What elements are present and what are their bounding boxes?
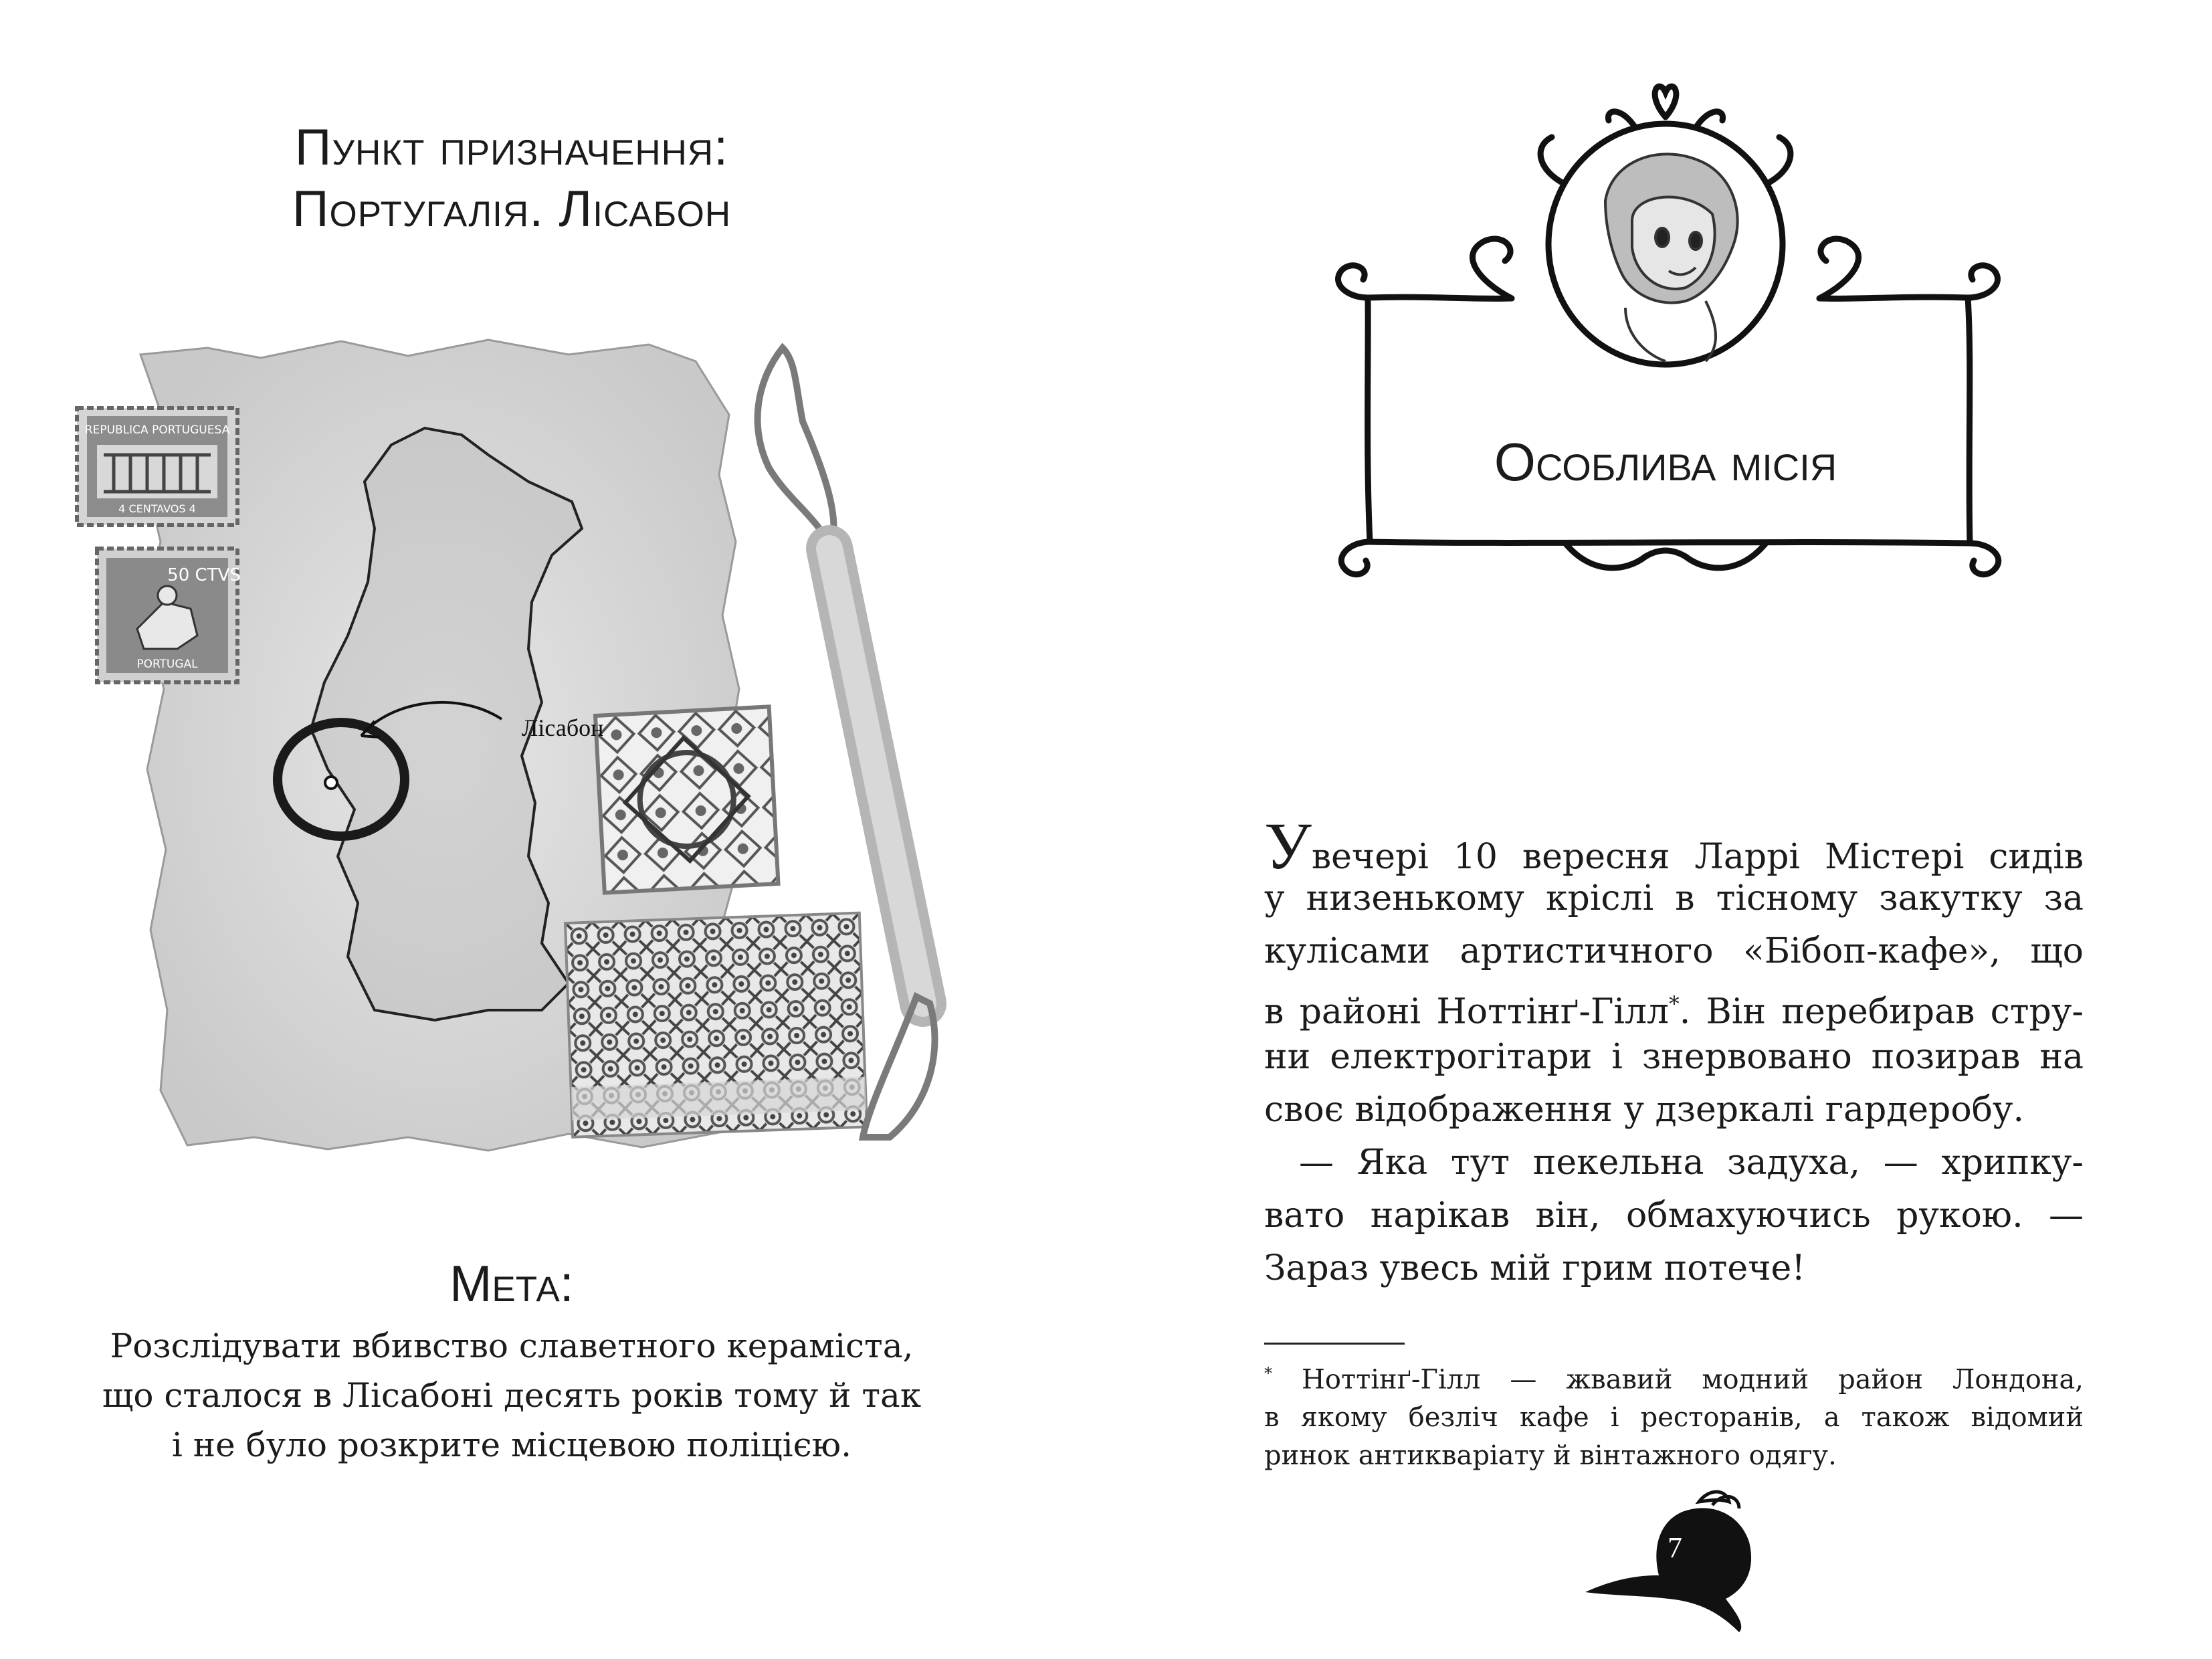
stamp-republica-portuguesa — [77, 408, 237, 525]
goal-text — [0, 1321, 1023, 1470]
stamp-bottom-value: 50 CTVS — [167, 565, 241, 585]
chapter-frame — [1311, 80, 2020, 642]
body-text — [1264, 809, 2084, 1295]
text-line: Зараз увесь мій грим потече! — [1264, 1248, 1806, 1288]
goal-line: і не було розкрите місцевою поліцією. — [171, 1426, 852, 1464]
stamp-top-value: 4 CENTAVOS 4 — [118, 502, 196, 515]
page-number: 7 — [1668, 1531, 1682, 1564]
goal-heading: Мета: — [449, 1256, 574, 1312]
destination-line-2: Португалія. Лісабон — [292, 181, 732, 237]
footnote-reference: * — [1669, 992, 1680, 1016]
footnote-line: в якому безліч кафе і ресторанів, а також відомий — [1264, 1402, 2084, 1434]
stamp-top-text: REPUBLICA PORTUGUESA — [84, 423, 230, 437]
footnote — [1264, 1355, 2084, 1475]
stamp-portugal-knight — [97, 549, 241, 682]
footnote-line: ринок антикваріату й вінтажного одягу. — [1264, 1440, 1837, 1472]
map-label-lisbon: Лісабон — [522, 714, 604, 741]
destination-line-1: Пункт призначення: — [294, 119, 729, 176]
goal-line: Розслідувати вбивство славетного кераміста, — [110, 1327, 914, 1365]
footnote-divider — [1264, 1343, 1405, 1345]
footnote-line: * Ноттінґ-Гілл — жвавий модний район Лондона, — [1264, 1364, 2084, 1395]
chapter-title: Особлива місія — [1494, 432, 1837, 492]
goal-line: що сталося в Лісабоні десять років тому й так — [102, 1376, 922, 1415]
text-line: у низенькому кріслі в тісному закутку за — [1264, 878, 2084, 918]
text-line: Увечері 10 вересня Ларрі Містері сидів — [1264, 809, 2084, 883]
lisbon-dot — [325, 777, 337, 789]
drop-cap: У — [1264, 809, 1312, 883]
destination-heading — [0, 117, 1023, 240]
text-line: — Яка тут пекельна задуха, — хрипку- — [1299, 1143, 2084, 1183]
text-line: ни електрогітари і знервовано позирав на — [1264, 1037, 2084, 1077]
footnote-mark: * — [1264, 1364, 1272, 1383]
stamp-bottom-text: PORTUGAL — [136, 658, 198, 671]
text-line: кулісами артистичного «Бібоп-кафе», що — [1264, 931, 2084, 971]
text-line: вато нарікав він, обмахуючись рукою. — — [1264, 1195, 2084, 1236]
text-line: в районі Ноттінґ-Гілл*. Він перебирав стру- — [1264, 991, 2084, 1032]
portugal-map-illustration — [60, 301, 983, 1171]
patterned-tiles — [565, 913, 867, 1137]
text-line: своє відображення у дзеркалі гардеробу. — [1264, 1090, 2025, 1130]
azulejo-tile — [595, 706, 779, 892]
